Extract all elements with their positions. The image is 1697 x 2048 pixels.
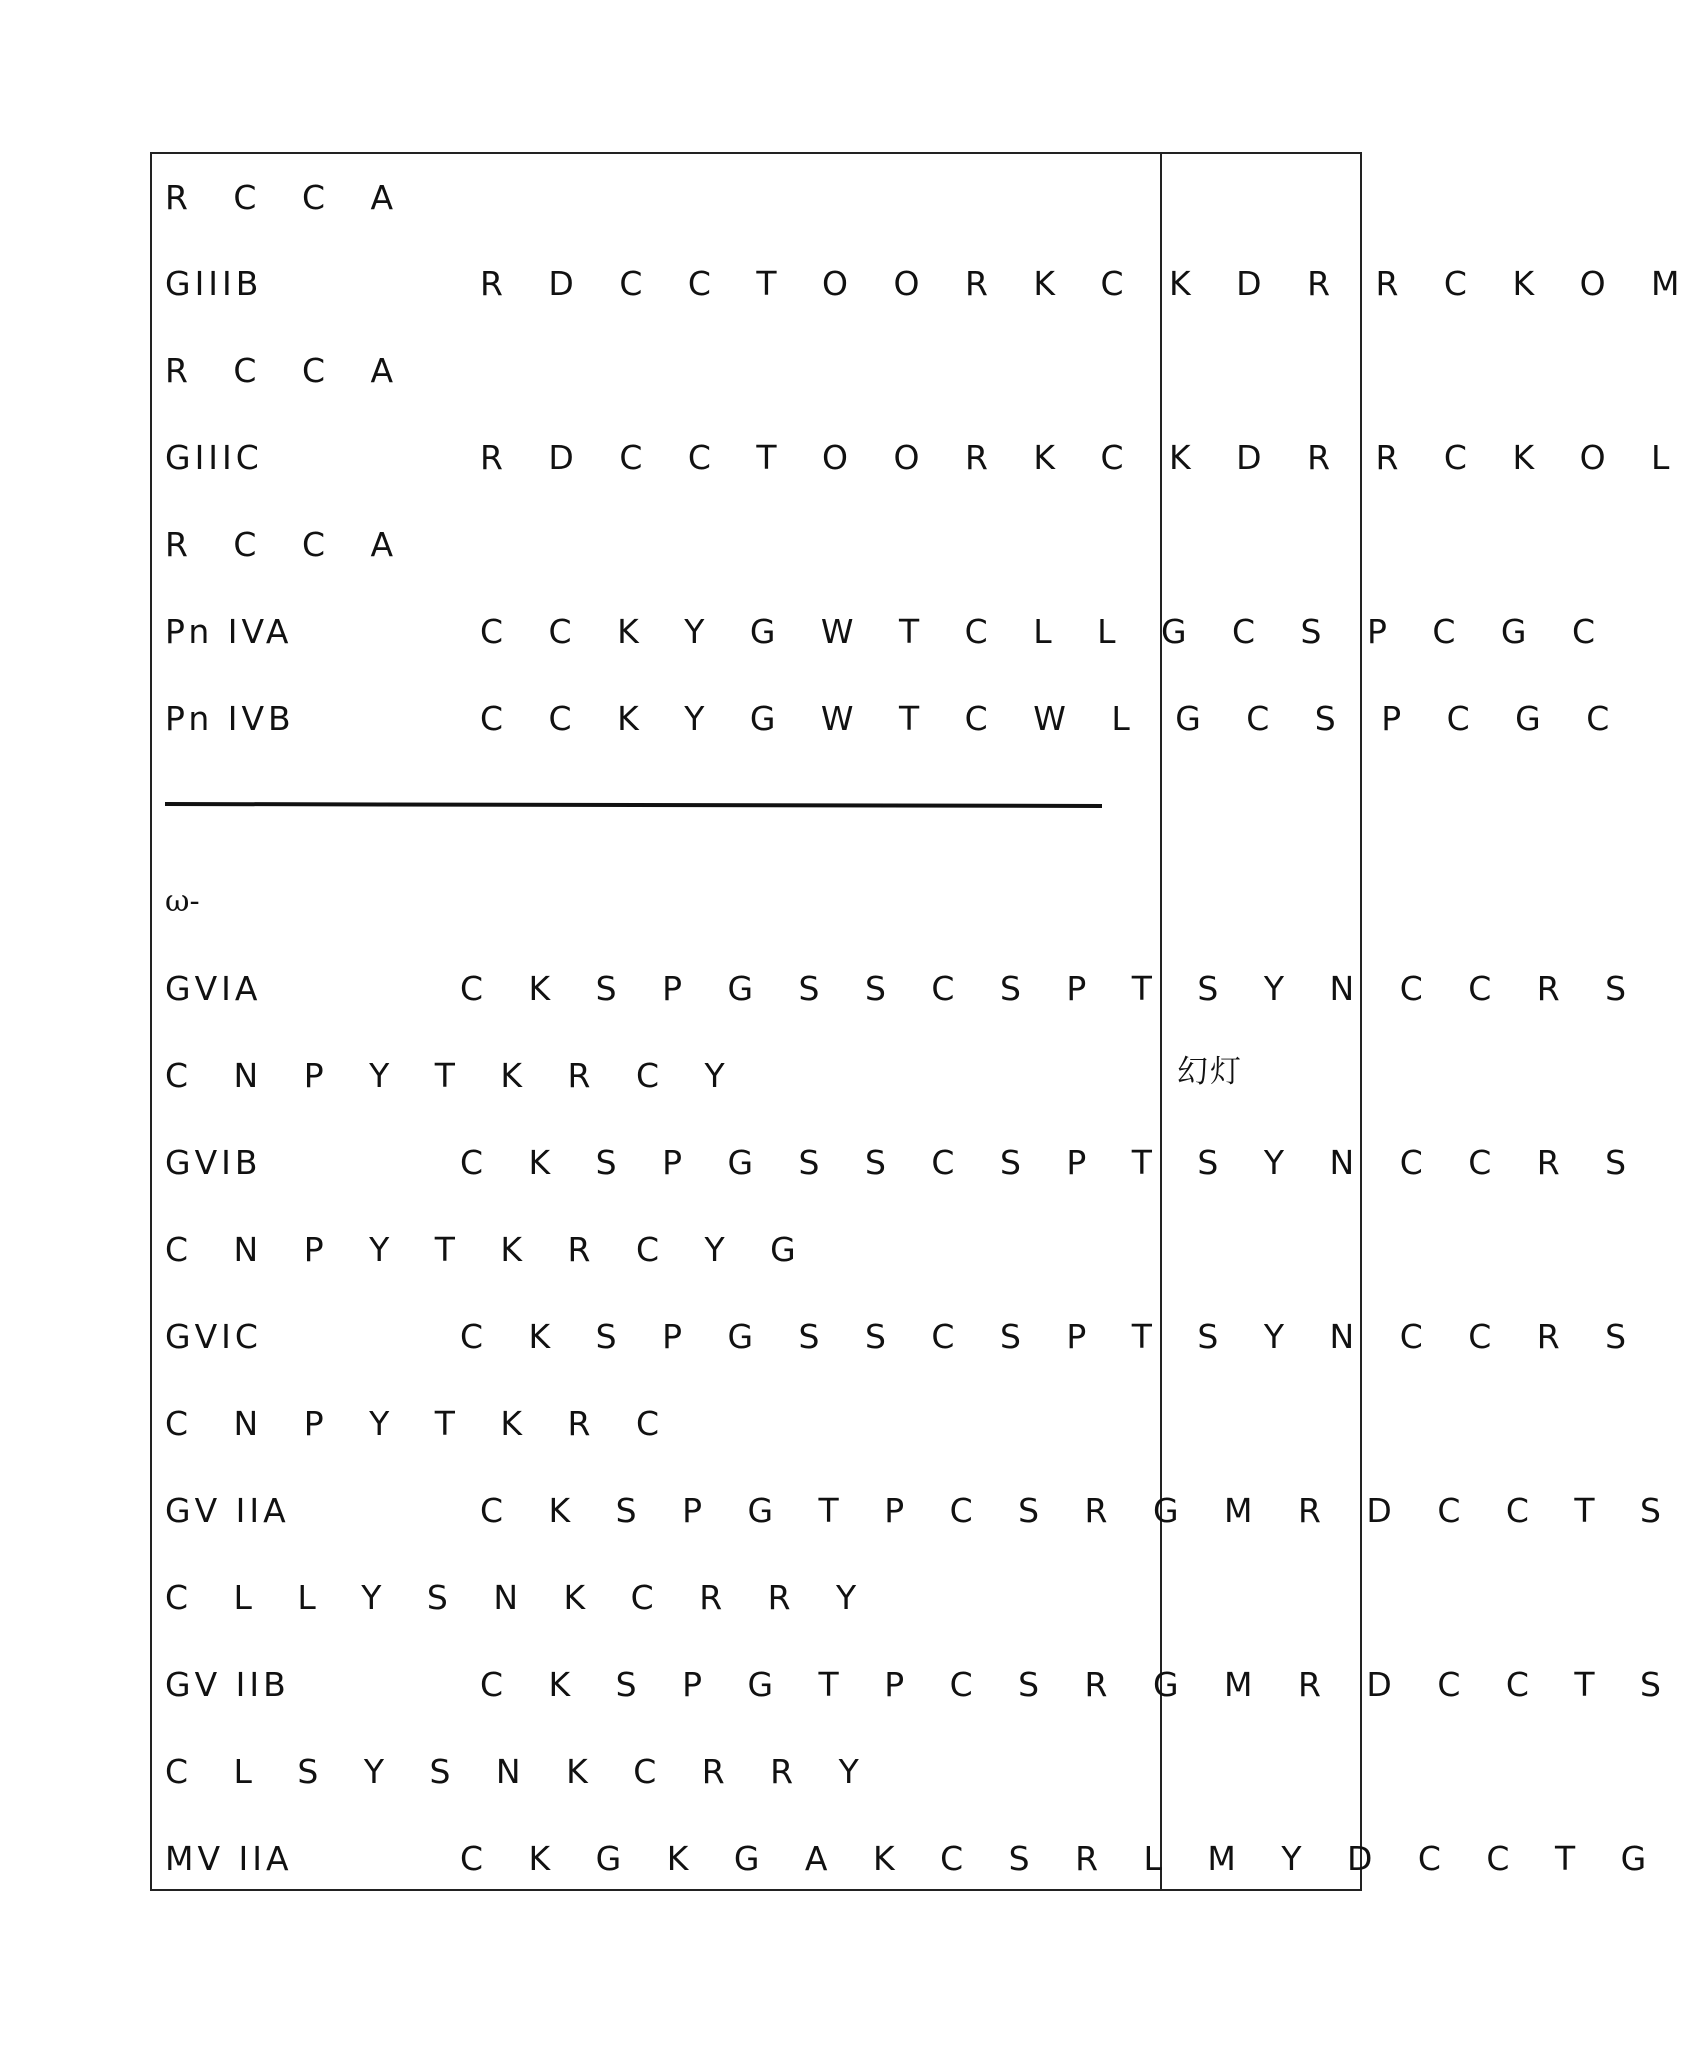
peptide-label: GVIB [165,1143,262,1182]
continuation-text: C L S Y S N K C R R Y [165,1752,877,1791]
continuation-text: R C C A [165,178,411,217]
peptide-sequence: R D C C T O O R K C K D R R C K O M [480,264,1697,303]
table-frame [150,152,1362,1891]
omega-section-heading: ω- [165,884,200,919]
peptide-sequence: C C K Y G W T C L L G C S P C G C [480,612,1613,651]
peptide-sequence: R D C C T O O R K C K D R R C K O L [480,438,1687,477]
peptide-label: GIIIB [165,264,263,303]
peptide-label: Pn IVA [165,612,293,651]
peptide-label: GVIC [165,1317,262,1356]
continuation-text: C N P Y T K R C [165,1404,677,1443]
peptide-sequence: C K S P G T P C S R G M R D C C T S [480,1491,1679,1530]
peptide-label: GV IIA [165,1491,290,1530]
side-column-note: 幻灯 [1177,1054,1243,1090]
continuation-text: R C C A [165,525,411,564]
peptide-sequence: C K S P G S S C S P T S Y N C C R S [460,1143,1644,1182]
peptide-sequence: C K S P G S S C S P T S Y N C C R S [460,969,1644,1008]
peptide-sequence: C C K Y G W T C W L G C S P C G C [480,699,1627,738]
peptide-label: GV IIB [165,1665,290,1704]
peptide-sequence: C K G K G A K C S R L M Y D C C T G [460,1839,1664,1878]
column-divider [1160,152,1162,1891]
continuation-text: C N P Y T K R C Y [165,1056,743,1095]
peptide-label: GVIA [165,969,262,1008]
peptide-sequence: C K S P G T P C S R G M R D C C T S [480,1665,1679,1704]
peptide-sequence: C K S P G S S C S P T S Y N C C R S [460,1317,1644,1356]
continuation-text: C L L Y S N K C R R Y [165,1578,874,1617]
continuation-text: R C C A [165,351,411,390]
continuation-text: C N P Y T K R C Y G [165,1230,814,1269]
peptide-label: Pn IVB [165,699,295,738]
peptide-label: MV IIA [165,1839,293,1878]
peptide-label: GIIIC [165,438,263,477]
